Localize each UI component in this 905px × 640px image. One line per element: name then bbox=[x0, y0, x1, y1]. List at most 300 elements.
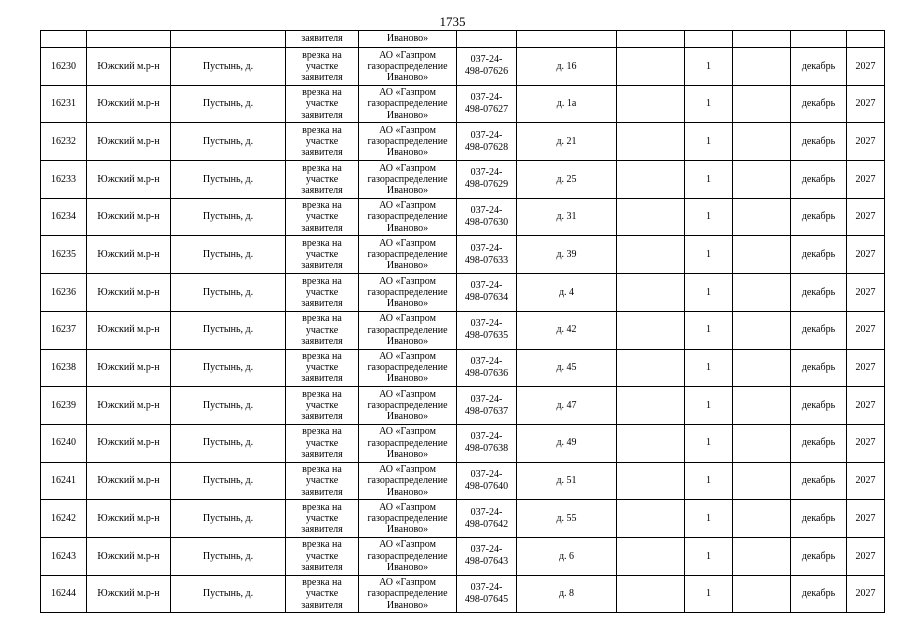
cell-year: 2027 bbox=[847, 85, 885, 123]
cell-organization bbox=[359, 311, 457, 349]
rows.3.org-line: Иваново» bbox=[386, 185, 429, 196]
cell-id: 16241 bbox=[41, 462, 87, 500]
rows.5.cad-line: 037-24- bbox=[470, 242, 503, 254]
rows.11.method-line: врезка на bbox=[302, 464, 342, 476]
rows.6.method-line: врезка на bbox=[302, 275, 342, 287]
cell-district: Южский м.р-н bbox=[87, 198, 171, 236]
rows.0.org-line: Иваново» bbox=[386, 71, 429, 83]
rows.11.cad-line: 037-24- bbox=[470, 468, 503, 480]
cell-organization bbox=[359, 85, 457, 123]
cell-cadastral bbox=[457, 462, 517, 500]
cell-count: 1 bbox=[685, 161, 733, 199]
cell-month: декабрь bbox=[791, 349, 847, 387]
rows.6.cad-line: 037-24- bbox=[470, 280, 503, 292]
rows.9.method-line: участке bbox=[305, 399, 339, 411]
rows.11.org-line: Иваново» bbox=[386, 486, 429, 498]
cell-settlement: Пустынь, д. bbox=[171, 349, 286, 387]
cell-address: д. 47 bbox=[517, 387, 617, 425]
rows.11.method-line: заявителя bbox=[301, 486, 343, 498]
rows.12.cad-line: 037-24- bbox=[470, 506, 503, 518]
cell-organization bbox=[359, 48, 457, 86]
cell-organization bbox=[359, 274, 457, 312]
rows.12.org-line: Иваново» bbox=[386, 524, 429, 536]
table-row bbox=[41, 198, 885, 236]
cell-organization bbox=[359, 198, 457, 236]
cell-district: Южский м.р-н bbox=[87, 48, 171, 86]
rows.9.cad-line: 037-24- bbox=[470, 393, 503, 405]
cell-organization bbox=[359, 123, 457, 161]
cell-empty bbox=[617, 500, 685, 538]
cell-id: 16231 bbox=[41, 85, 87, 123]
cell-cadastral bbox=[457, 500, 517, 538]
rows.11.method-line: участке bbox=[305, 475, 339, 487]
rows.11.org-line: АО «Газпром bbox=[379, 464, 436, 476]
cell-address: д. 45 bbox=[517, 349, 617, 387]
rows.0.cad-line: 037-24- bbox=[470, 54, 503, 66]
rows.9.method-line: врезка на bbox=[302, 388, 342, 400]
cell-address: д. 49 bbox=[517, 424, 617, 462]
cell-empty bbox=[733, 500, 791, 538]
cell-empty bbox=[733, 274, 791, 312]
cell-id: 16234 bbox=[41, 198, 87, 236]
rows.2.org-line: Иваново» bbox=[386, 147, 429, 159]
cell-empty bbox=[733, 311, 791, 349]
rows.4.org-line: газораспределение bbox=[367, 211, 448, 223]
rows.5.cad-line: 498-07633 bbox=[464, 254, 509, 266]
cell-district: Южский м.р-н bbox=[87, 161, 171, 199]
cell-method bbox=[286, 537, 359, 575]
rows.7.method-line: заявителя bbox=[301, 335, 343, 347]
rows.14.org-line: Иваново» bbox=[386, 599, 429, 611]
table-row bbox=[41, 161, 885, 199]
cell-count: 1 bbox=[685, 424, 733, 462]
cell-empty bbox=[617, 537, 685, 575]
rows.11.org-line: газораспределение bbox=[367, 475, 448, 487]
rows.0.method-line: участке bbox=[305, 60, 339, 72]
cell-count bbox=[685, 31, 733, 48]
cell-count: 1 bbox=[685, 85, 733, 123]
cell-year: 2027 bbox=[847, 462, 885, 500]
rows.6.org-line: АО «Газпром bbox=[379, 275, 436, 287]
cell-year bbox=[847, 31, 885, 48]
rows.12.method-line: заявителя bbox=[301, 524, 343, 536]
rows.6.org-line: Иваново» bbox=[386, 298, 429, 310]
cell-year: 2027 bbox=[847, 387, 885, 425]
rows.8.org-line: Иваново» bbox=[386, 373, 429, 385]
rows.10.method-line: врезка на bbox=[302, 426, 342, 438]
cell-year: 2027 bbox=[847, 236, 885, 274]
cell-organization bbox=[359, 349, 457, 387]
cell-settlement: Пустынь, д. bbox=[171, 123, 286, 161]
rows.1.cad-line: 037-24- bbox=[470, 92, 503, 104]
cell-address: д. 6 bbox=[517, 537, 617, 575]
cell-district: Южский м.р-н bbox=[87, 387, 171, 425]
rows.8.method-line: участке bbox=[305, 362, 339, 374]
table-row bbox=[41, 48, 885, 86]
rows.1.org-line: газораспределение bbox=[367, 98, 448, 110]
cell-cadastral bbox=[457, 236, 517, 274]
rows.12.method-line: участке bbox=[305, 512, 339, 524]
rows.8.cad-line: 498-07636 bbox=[464, 367, 509, 379]
cell-organization bbox=[359, 575, 457, 613]
cell-count: 1 bbox=[685, 387, 733, 425]
rows.14.org-line: АО «Газпром bbox=[379, 577, 436, 589]
cell-method bbox=[286, 85, 359, 123]
cell-count: 1 bbox=[685, 500, 733, 538]
cell-cadastral bbox=[457, 85, 517, 123]
cell-settlement: Пустынь, д. bbox=[171, 537, 286, 575]
table-row bbox=[41, 462, 885, 500]
cell-month: декабрь bbox=[791, 274, 847, 312]
cell-method bbox=[286, 161, 359, 199]
rows.8.org-line: АО «Газпром bbox=[379, 351, 436, 363]
rows.11.cad-line: 498-07640 bbox=[464, 480, 509, 492]
cell-method: заявителя bbox=[286, 31, 359, 48]
rows.1.method-line: заявителя bbox=[301, 109, 343, 121]
rows.4.method-line: участке bbox=[305, 211, 339, 223]
table-row bbox=[41, 500, 885, 538]
cell-address: д. 25 bbox=[517, 161, 617, 199]
cell-empty bbox=[617, 85, 685, 123]
rows.8.method-line: заявителя bbox=[301, 373, 343, 385]
rows.1.method-line: врезка на bbox=[302, 87, 342, 99]
rows.8.org-line: газораспределение bbox=[367, 362, 448, 374]
cell-settlement: Пустынь, д. bbox=[171, 274, 286, 312]
cell-method bbox=[286, 48, 359, 86]
cell-district: Южский м.р-н bbox=[87, 311, 171, 349]
cell-empty bbox=[617, 575, 685, 613]
rows.7.cad-line: 498-07635 bbox=[464, 330, 509, 342]
rows.1.cad-line: 498-07627 bbox=[464, 104, 509, 116]
rows.2.method-line: врезка на bbox=[302, 124, 342, 136]
rows.4.org-line: Иваново» bbox=[386, 222, 429, 234]
table-row bbox=[41, 349, 885, 387]
cell-id: 16238 bbox=[41, 349, 87, 387]
cell-year: 2027 bbox=[847, 500, 885, 538]
rows.12.method-line: врезка на bbox=[302, 501, 342, 513]
cell-empty bbox=[617, 387, 685, 425]
cell-cadastral bbox=[457, 198, 517, 236]
cell-method bbox=[286, 424, 359, 462]
cell-empty bbox=[617, 274, 685, 312]
rows.5.method-line: заявителя bbox=[301, 260, 343, 272]
rows.13.org-line: АО «Газпром bbox=[379, 539, 436, 551]
cell-count: 1 bbox=[685, 311, 733, 349]
rows.10.org-line: газораспределение bbox=[367, 437, 448, 449]
cell-address: д. 4 bbox=[517, 274, 617, 312]
cell-year: 2027 bbox=[847, 123, 885, 161]
cell-settlement: Пустынь, д. bbox=[171, 48, 286, 86]
cell-address: д. 55 bbox=[517, 500, 617, 538]
rows.5.org-line: АО «Газпром bbox=[379, 237, 436, 249]
cell-id bbox=[41, 31, 87, 48]
cell-month: декабрь bbox=[791, 236, 847, 274]
cell-month: декабрь bbox=[791, 575, 847, 613]
cell-month: декабрь bbox=[791, 462, 847, 500]
cell-month: декабрь bbox=[791, 424, 847, 462]
cell-id: 16232 bbox=[41, 123, 87, 161]
cell-cadastral bbox=[457, 161, 517, 199]
rows.5.org-line: газораспределение bbox=[367, 249, 448, 261]
rows.5.org-line: Иваново» bbox=[386, 260, 429, 272]
cell-cadastral bbox=[457, 349, 517, 387]
cell-month: декабрь bbox=[791, 500, 847, 538]
cell-address: д. 21 bbox=[517, 123, 617, 161]
rows.13.method-line: участке bbox=[305, 550, 339, 562]
cell-method bbox=[286, 575, 359, 613]
cell-district: Южский м.р-н bbox=[87, 274, 171, 312]
cell-method bbox=[286, 123, 359, 161]
cell-address: д. 39 bbox=[517, 236, 617, 274]
cell-organization bbox=[359, 161, 457, 199]
cell-settlement: Пустынь, д. bbox=[171, 236, 286, 274]
cell-district: Южский м.р-н bbox=[87, 537, 171, 575]
table-row bbox=[41, 537, 885, 575]
cell-id: 16233 bbox=[41, 161, 87, 199]
cell-month: декабрь bbox=[791, 387, 847, 425]
cell-empty bbox=[617, 424, 685, 462]
cell-cadastral bbox=[457, 123, 517, 161]
cell-settlement: Пустынь, д. bbox=[171, 462, 286, 500]
cell-settlement: Пустынь, д. bbox=[171, 500, 286, 538]
cell-district: Южский м.р-н bbox=[87, 500, 171, 538]
cell-year: 2027 bbox=[847, 349, 885, 387]
rows.2.method-line: заявителя bbox=[301, 147, 343, 159]
gas-connection-table bbox=[40, 30, 885, 613]
cell-id: 16236 bbox=[41, 274, 87, 312]
rows.5.method-line: участке bbox=[305, 249, 339, 261]
cell-address: д. 31 bbox=[517, 198, 617, 236]
rows.2.cad-line: 498-07628 bbox=[464, 141, 509, 153]
cell-id: 16230 bbox=[41, 48, 87, 86]
rows.6.cad-line: 498-07634 bbox=[464, 292, 509, 304]
rows.2.cad-line: 037-24- bbox=[470, 129, 503, 141]
cell-settlement: Пустынь, д. bbox=[171, 424, 286, 462]
cell-district: Южский м.р-н bbox=[87, 462, 171, 500]
cell-address: д. 42 bbox=[517, 311, 617, 349]
rows.13.cad-line: 037-24- bbox=[470, 544, 503, 556]
rows.7.org-line: газораспределение bbox=[367, 324, 448, 336]
cell-id: 16240 bbox=[41, 424, 87, 462]
cell-month: декабрь bbox=[791, 198, 847, 236]
rows.0.cad-line: 498-07626 bbox=[464, 66, 509, 78]
rows.13.org-line: Иваново» bbox=[386, 561, 429, 573]
rows.9.cad-line: 498-07637 bbox=[464, 405, 509, 417]
cell-address: д. 16 bbox=[517, 48, 617, 86]
cell-empty bbox=[617, 236, 685, 274]
cell-empty bbox=[733, 575, 791, 613]
rows.12.org-line: газораспределение bbox=[367, 512, 448, 524]
rows.14.method-line: участке bbox=[305, 588, 339, 600]
rows.10.method-line: заявителя bbox=[301, 448, 343, 460]
rows.8.method-line: врезка на bbox=[302, 351, 342, 363]
rows.4.org-line: АО «Газпром bbox=[379, 200, 436, 212]
cell-year: 2027 bbox=[847, 311, 885, 349]
cell-settlement: Пустынь, д. bbox=[171, 198, 286, 236]
rows.12.org-line: АО «Газпром bbox=[379, 501, 436, 513]
table-row bbox=[41, 236, 885, 274]
cell-cadastral bbox=[457, 575, 517, 613]
cell-organization bbox=[359, 424, 457, 462]
cell-month: декабрь bbox=[791, 311, 847, 349]
rows.3.method-line: заявителя bbox=[301, 185, 343, 196]
cell-district: Южский м.р-н bbox=[87, 123, 171, 161]
cell-organization bbox=[359, 500, 457, 538]
cell-count: 1 bbox=[685, 236, 733, 274]
rows.3.method-line: врезка на bbox=[302, 162, 342, 174]
cell-year: 2027 bbox=[847, 575, 885, 613]
cell-empty bbox=[733, 537, 791, 575]
rows.10.method-line: участке bbox=[305, 437, 339, 449]
rows.0.method-line: заявителя bbox=[301, 71, 343, 83]
rows.7.org-line: АО «Газпром bbox=[379, 313, 436, 325]
cell-empty bbox=[733, 85, 791, 123]
cell-empty bbox=[733, 236, 791, 274]
cell-year: 2027 bbox=[847, 537, 885, 575]
table-row bbox=[41, 85, 885, 123]
cell-empty bbox=[617, 311, 685, 349]
cell-empty bbox=[733, 31, 791, 48]
cell-month bbox=[791, 31, 847, 48]
cell-month: декабрь bbox=[791, 537, 847, 575]
cell-empty bbox=[617, 161, 685, 199]
rows.7.method-line: участке bbox=[305, 324, 339, 336]
rows.9.method-line: заявителя bbox=[301, 411, 343, 423]
cell-method bbox=[286, 274, 359, 312]
cell-organization bbox=[359, 462, 457, 500]
rows.4.method-line: заявителя bbox=[301, 222, 343, 234]
rows.0.method-line: врезка на bbox=[302, 49, 342, 61]
rows.13.cad-line: 498-07643 bbox=[464, 556, 509, 568]
cell-organization bbox=[359, 387, 457, 425]
rows.14.cad-line: 037-24- bbox=[470, 581, 503, 593]
table-row bbox=[41, 575, 885, 613]
rows.9.org-line: АО «Газпром bbox=[379, 388, 436, 400]
cell-count: 1 bbox=[685, 462, 733, 500]
cell-district: Южский м.р-н bbox=[87, 236, 171, 274]
cell-id: 16242 bbox=[41, 500, 87, 538]
cell-cadastral bbox=[457, 424, 517, 462]
cell-count: 1 bbox=[685, 349, 733, 387]
cell-address: д. 1а bbox=[517, 85, 617, 123]
cell-count: 1 bbox=[685, 123, 733, 161]
rows.14.cad-line: 498-07645 bbox=[464, 593, 509, 605]
cell-id: 16243 bbox=[41, 537, 87, 575]
rows.4.cad-line: 037-24- bbox=[470, 205, 503, 217]
cell-cadastral bbox=[457, 48, 517, 86]
cell-count: 1 bbox=[685, 537, 733, 575]
cell-cadastral bbox=[457, 274, 517, 312]
rows.2.org-line: газораспределение bbox=[367, 136, 448, 148]
cell-month: декабрь bbox=[791, 123, 847, 161]
cell-settlement: Пустынь, д. bbox=[171, 85, 286, 123]
cell-count: 1 bbox=[685, 274, 733, 312]
cell-settlement: Пустынь, д. bbox=[171, 311, 286, 349]
rows.10.cad-line: 498-07638 bbox=[464, 443, 509, 455]
rows.0.org-line: АО «Газпром bbox=[379, 49, 436, 61]
rows.6.method-line: участке bbox=[305, 286, 339, 298]
rows.14.method-line: заявителя bbox=[301, 599, 343, 611]
cell-empty bbox=[617, 462, 685, 500]
rows.7.cad-line: 037-24- bbox=[470, 318, 503, 330]
table-row bbox=[41, 387, 885, 425]
cell-year: 2027 bbox=[847, 198, 885, 236]
cell-method bbox=[286, 311, 359, 349]
rows.10.cad-line: 037-24- bbox=[470, 431, 503, 443]
rows.4.cad-line: 498-07630 bbox=[464, 217, 509, 229]
cell-empty bbox=[733, 198, 791, 236]
rows.7.method-line: врезка на bbox=[302, 313, 342, 325]
cell-method bbox=[286, 462, 359, 500]
rows.13.method-line: врезка на bbox=[302, 539, 342, 551]
cell-district: Южский м.р-н bbox=[87, 85, 171, 123]
rows.6.method-line: заявителя bbox=[301, 298, 343, 310]
cell-cadastral bbox=[457, 387, 517, 425]
cell-empty bbox=[733, 48, 791, 86]
cell-organization: Иваново» bbox=[359, 31, 457, 48]
cell-empty bbox=[733, 387, 791, 425]
cell-empty bbox=[733, 349, 791, 387]
cell-district: Южский м.р-н bbox=[87, 575, 171, 613]
cell-address: д. 8 bbox=[517, 575, 617, 613]
cell-count: 1 bbox=[685, 48, 733, 86]
rows.5.method-line: врезка на bbox=[302, 237, 342, 249]
cell-count: 1 bbox=[685, 575, 733, 613]
rows.1.org-line: АО «Газпром bbox=[379, 87, 436, 99]
rows.10.org-line: АО «Газпром bbox=[379, 426, 436, 438]
cell-settlement: Пустынь, д. bbox=[171, 575, 286, 613]
cell-year: 2027 bbox=[847, 161, 885, 199]
cell-method bbox=[286, 349, 359, 387]
cell-id: 16237 bbox=[41, 311, 87, 349]
rows.2.method-line: участке bbox=[305, 136, 339, 148]
rows.9.org-line: Иваново» bbox=[386, 411, 429, 423]
rows.3.org-line: АО «Газпром bbox=[379, 162, 436, 174]
rows.1.method-line: участке bbox=[305, 98, 339, 110]
rows.8.cad-line: 037-24- bbox=[470, 355, 503, 367]
rows.10.org-line: Иваново» bbox=[386, 448, 429, 460]
cell-district bbox=[87, 31, 171, 48]
page-number: 1735 bbox=[439, 14, 466, 29]
cell-year: 2027 bbox=[847, 48, 885, 86]
rows.3.cad-line: 498-07629 bbox=[464, 179, 509, 191]
cell-month: декабрь bbox=[791, 161, 847, 199]
rows.3.org-line: газораспределение bbox=[367, 173, 448, 185]
rows.4.method-line: врезка на bbox=[302, 200, 342, 212]
cell-settlement: Пустынь, д. bbox=[171, 161, 286, 199]
cell-count: 1 bbox=[685, 198, 733, 236]
rows.13.method-line: заявителя bbox=[301, 561, 343, 573]
rows.12.cad-line: 498-07642 bbox=[464, 518, 509, 530]
cell-method bbox=[286, 387, 359, 425]
cell-id: 16244 bbox=[41, 575, 87, 613]
cell-address bbox=[517, 31, 617, 48]
cell-id: 16239 bbox=[41, 387, 87, 425]
cell-empty bbox=[617, 349, 685, 387]
cell-organization bbox=[359, 537, 457, 575]
cell-empty bbox=[617, 198, 685, 236]
cell-address: д. 51 bbox=[517, 462, 617, 500]
continuation-row bbox=[41, 31, 885, 48]
rows.7.org-line: Иваново» bbox=[386, 335, 429, 347]
table-row bbox=[41, 311, 885, 349]
cell-cadastral bbox=[457, 537, 517, 575]
cell-empty bbox=[617, 48, 685, 86]
cell-organization bbox=[359, 236, 457, 274]
rows.0.org-line: газораспределение bbox=[367, 60, 448, 72]
cell-month: декабрь bbox=[791, 85, 847, 123]
rows.6.org-line: газораспределение bbox=[367, 286, 448, 298]
